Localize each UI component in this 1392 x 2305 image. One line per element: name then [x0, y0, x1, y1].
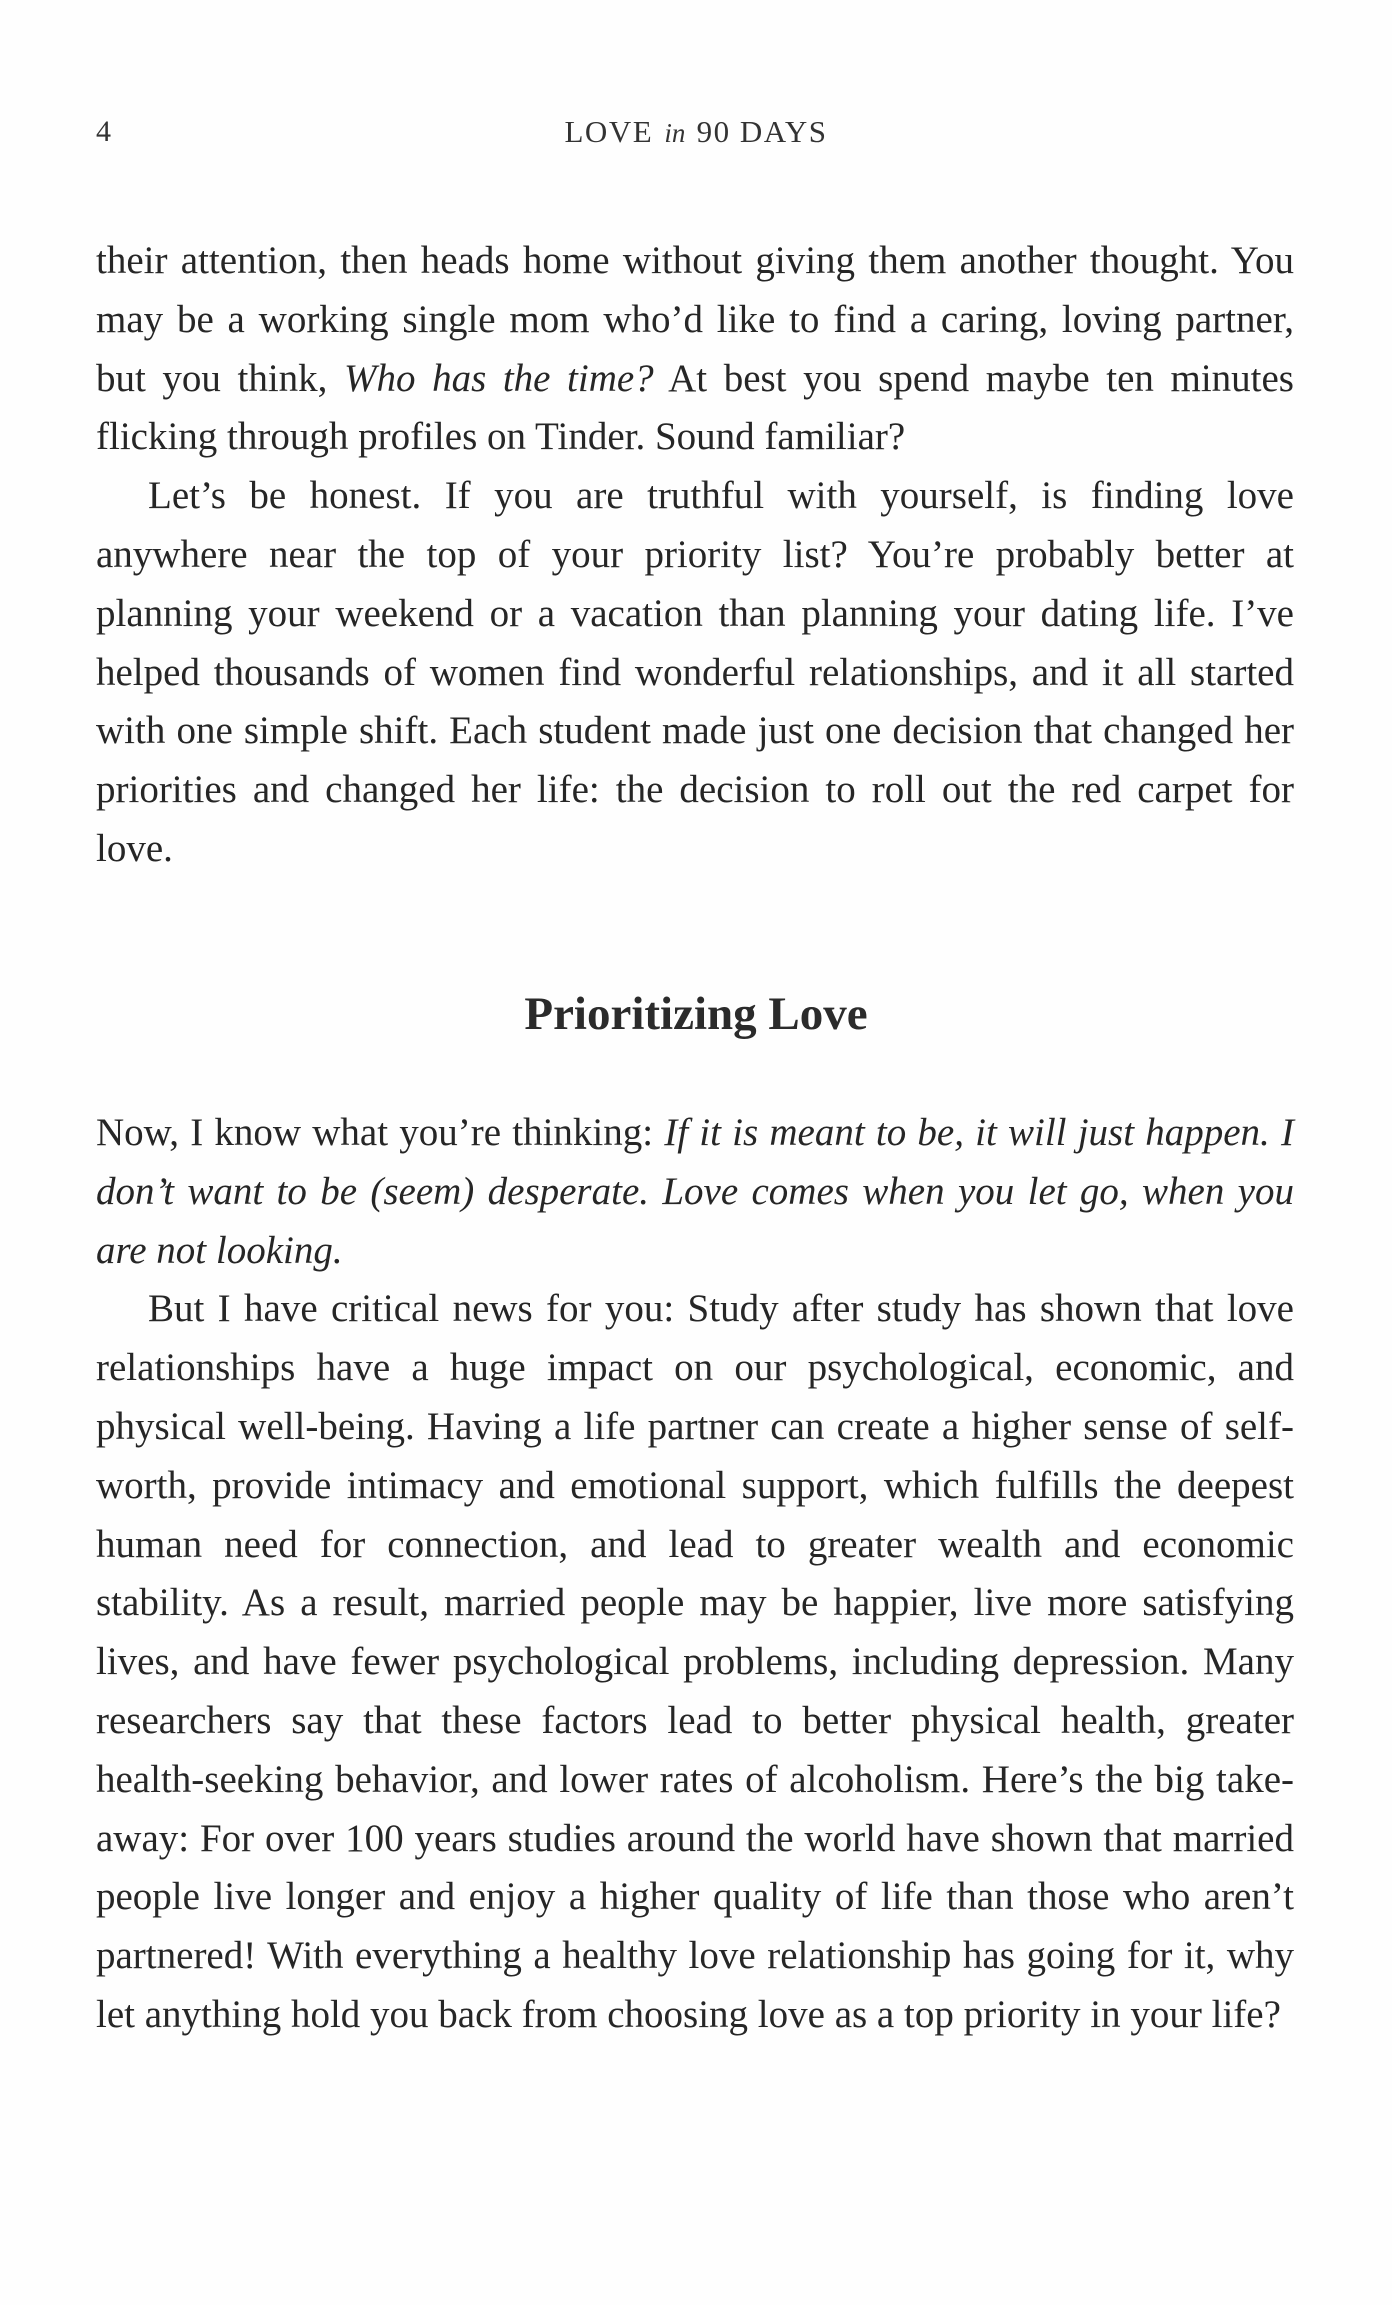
page-number: 4: [96, 115, 111, 148]
paragraph-now-i-know-text: Now, I know what you’re thinking:: [96, 1111, 665, 1154]
section-text-block: [96, 1104, 1294, 2045]
running-head-title-part1: LOVE: [564, 114, 654, 149]
paragraph-continuation-text: their attention, then heads home without giving them another thought. You may be a working single mom who’d like to find a caring, loving partner, but you think,: [96, 239, 1294, 400]
paragraph-critical-news: But I have critical news for you: Study after study has shown that love relationships have a huge impact on our psychological, economic, and physical well-being. Having a life partner can create a higher sense of self-worth, provide intimacy and emotional support, which fulfills the deepest human need for connection, and lead to greater wealth and economic stability. As a result, married people may be happier, live more satisfying lives, and have fewer psychological problems, including depression. Many researchers say that these factors lead to better physical health, greater health-seeking behavior, and lower rates of alcoholism. Here’s the big take-away: For over 100 years studies around the world have shown that married people live longer and enjoy a higher quality of life than those who aren’t partnered! With everything a healthy love relationship has going for it, why let anything hold you back from choosing love as a top priority in your life?: [96, 1287, 1294, 2036]
paragraph-continuation: [96, 232, 1294, 467]
running-head-title-in: in: [664, 118, 686, 148]
running-head-title-part2: 90 DAYS: [696, 114, 828, 149]
section-heading: Prioritizing Love: [524, 988, 868, 1040]
paragraph-now-i-know-italic: If it is meant to be, it will just happen. I don’t want to be (seem) desperate. Love comes when you let go, when you are not looking.: [96, 1111, 1294, 1272]
paragraph-continuation-end: At best you spend maybe ten minutes flicking through profiles on Tinder. Sound familiar?: [96, 356, 1294, 459]
paragraph-now-i-know: [96, 1104, 1294, 1280]
running-head: [0, 112, 1392, 153]
paragraph-continuation-italic: Who has the time?: [344, 356, 654, 400]
paragraph-lets-be-honest: Let’s be honest. If you are truthful with yourself, is finding love anywhere near the top of your priority list? You’re probably better at planning your weekend or a vacation than planning your dating life. I’ve helped thousands of women find wonderful relationships, and it all started with one simple shift. Each student made just one decision that changed her priorities and changed her life: the decision to roll out the red carpet for love.: [96, 474, 1294, 870]
top-text-block: [96, 232, 1294, 879]
